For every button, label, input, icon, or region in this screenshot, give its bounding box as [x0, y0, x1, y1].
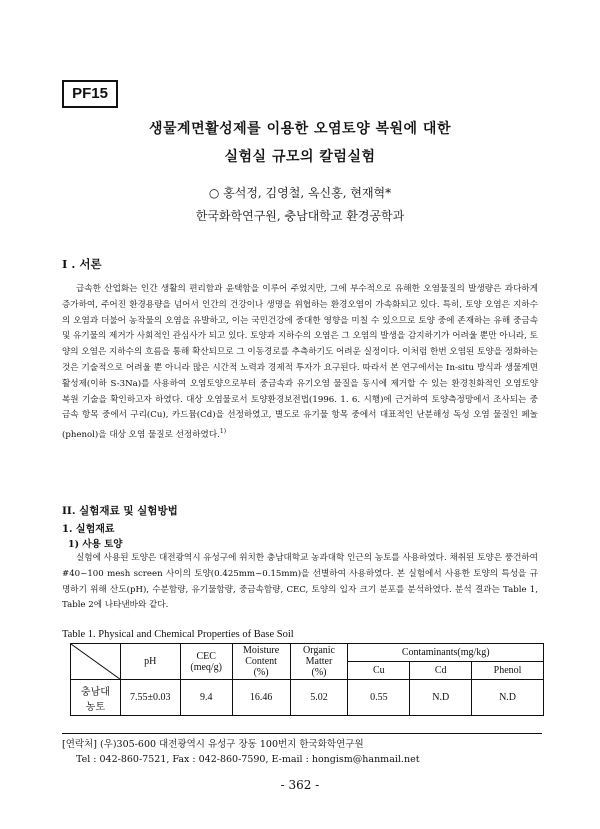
corner-cell	[71, 644, 121, 680]
contact-divider	[62, 733, 542, 734]
header-contaminants: Contaminants(mg/kg)	[348, 644, 544, 662]
cell-cec: 9.4	[180, 680, 232, 716]
table-caption: Table 1. Physical and Chemical Properties of Base Soil	[62, 629, 294, 640]
header-cec-unit: (meq/g)	[190, 661, 223, 673]
header-cu: Cu	[348, 662, 410, 680]
header-moisture-l2: Content	[245, 656, 277, 667]
row-label-l1: 충남대	[80, 686, 110, 698]
contact-address: [연락처] (우)305-600 대전광역시 유성구 장동 100번지 한국화학연구원	[62, 739, 364, 750]
title-line-1: 생물계면활성제를 이용한 오염토양 복원에 대한	[149, 121, 451, 137]
row-label-l2: 농토	[85, 701, 106, 713]
header-organic-l2: Matter	[305, 656, 333, 667]
soil-properties-table	[70, 643, 544, 716]
cell-phenol: N.D	[472, 680, 544, 716]
cell-organic: 5.02	[290, 680, 348, 716]
header-organic-l1: Organic	[302, 645, 335, 656]
header-phenol: Phenol	[472, 662, 544, 680]
header-ph: pH	[120, 644, 180, 680]
title-line-2: 실험실 규모의 칼럼실험	[224, 149, 376, 165]
subsection-soil: 1) 사용 토양	[68, 539, 123, 550]
row-label	[71, 680, 121, 716]
subsection-materials: 1. 실험재료	[62, 524, 115, 535]
cell-cu: 0.55	[348, 680, 410, 716]
materials-paragraph: 실험에 사용된 토양은 대전광역시 유성구에 위치한 충남대학교 농과대학 인근의 농토를 사용하였다. 채취된 토양은 풍건하여 #40~100 mesh screen 사이의 토양(0.425mm~0.15mm)을 선별하여 사용하였다. 본 실험에서 사용한 토양의 특성을 규명하기 위해 산도(pH), 수분함량, 유기물함량, 중금속함량, CEC, 토양의 입자 크기 분포를 분석하였다. 분석 결과는 Table 1, Table 2에 나타낸바와 같다.	[62, 553, 538, 611]
contact-block	[62, 733, 542, 767]
introduction-paragraph	[62, 282, 538, 444]
reference-marker: 1)	[219, 428, 227, 436]
header-organic-l3: (%)	[311, 667, 327, 678]
header-moisture-l3: (%)	[253, 667, 269, 678]
authors: ○ 홍석정, 김영철, 옥신홍, 현재혁*	[208, 186, 392, 200]
affiliation: 한국화학연구원, 충남대학교 환경공학과	[195, 209, 405, 223]
section-2-heading: II. 실험재료 및 실험방법	[62, 505, 178, 517]
header-organic	[290, 644, 348, 680]
header-cec-name: CEC	[196, 650, 216, 662]
contact-phone-email: Tel : 042-860-7521, Fax : 042-860-7590, E-mail : hongism@hanmail.net	[76, 754, 420, 765]
header-moisture-l1: Moisture	[243, 645, 280, 656]
header-moisture	[232, 644, 290, 680]
page-number: - 362 -	[280, 778, 320, 792]
introduction-text: 급속한 산업화는 인간 생활의 편리함과 윤택함을 이루어 주었지만, 그에 부수적으로 유해한 오염물질의 발생량은 과다하게 증가하여, 주어진 환경용량을 넘어서 인간의 건강이나 생명을 위협하는 환경오염이 가속화되고 있다. 특히, 토양 오염은 지하수의 오염과 더불어 농작물의 오염을 유발하고, 이는 국민건강에 중대한 영향을 미칠 수 있으므로 토양 중에 존재하는 유해 중금속 및 유기물의 제거가 사회적인 관심사가 되고 있다. 토양과 지하수의 오염은 그 오염의 발생을 감지하기가 어려울 뿐만 아니라, 토양의 오염은 지하수의 흐름을 통해 확산되므로 그 이동경로를 추측하기도 어려운 실정이다. 이처럼 한번 오염된 토양을 정화하는 것은 기술적으로 어려울 뿐 아니라 많은 시간적 노력과 경제적 투자가 요구된다. 따라서 본 연구에서는 In-situ 방식과 생물계면활성제(이하 S-3Na)를 사용하여 오염토양으로부터 중금속과 유기오염 물질을 동시에 제거할 수 있는 환경친화적인 오염토양 복원 기술을 확인하고자 하였다. 대상 오염물로서 토양환경보전법(1996. 1. 6. 시행)에 근거하여 토양측정망에서 조사되는 중금속 항목 중에서 구리(Cu), 카드뮴(Cd)을 선정하였고, 별도로 유기물 항목 중에서 대표적인 난분해성 독성 오염 물질인 페놀(phenol)을 대상 오염 물질로 선정하였다.	[62, 284, 538, 441]
diagonal-line	[71, 644, 120, 679]
abstract-code-box: PF15	[62, 80, 118, 108]
cell-moisture: 16.46	[232, 680, 290, 716]
cell-ph: 7.55±0.03	[120, 680, 180, 716]
table-header-row	[71, 644, 544, 662]
section-1-heading: I . 서론	[62, 257, 102, 271]
header-cd: Cd	[410, 662, 472, 680]
header-cec	[180, 644, 232, 680]
table-row	[71, 680, 544, 716]
cell-cd: N.D	[410, 680, 472, 716]
